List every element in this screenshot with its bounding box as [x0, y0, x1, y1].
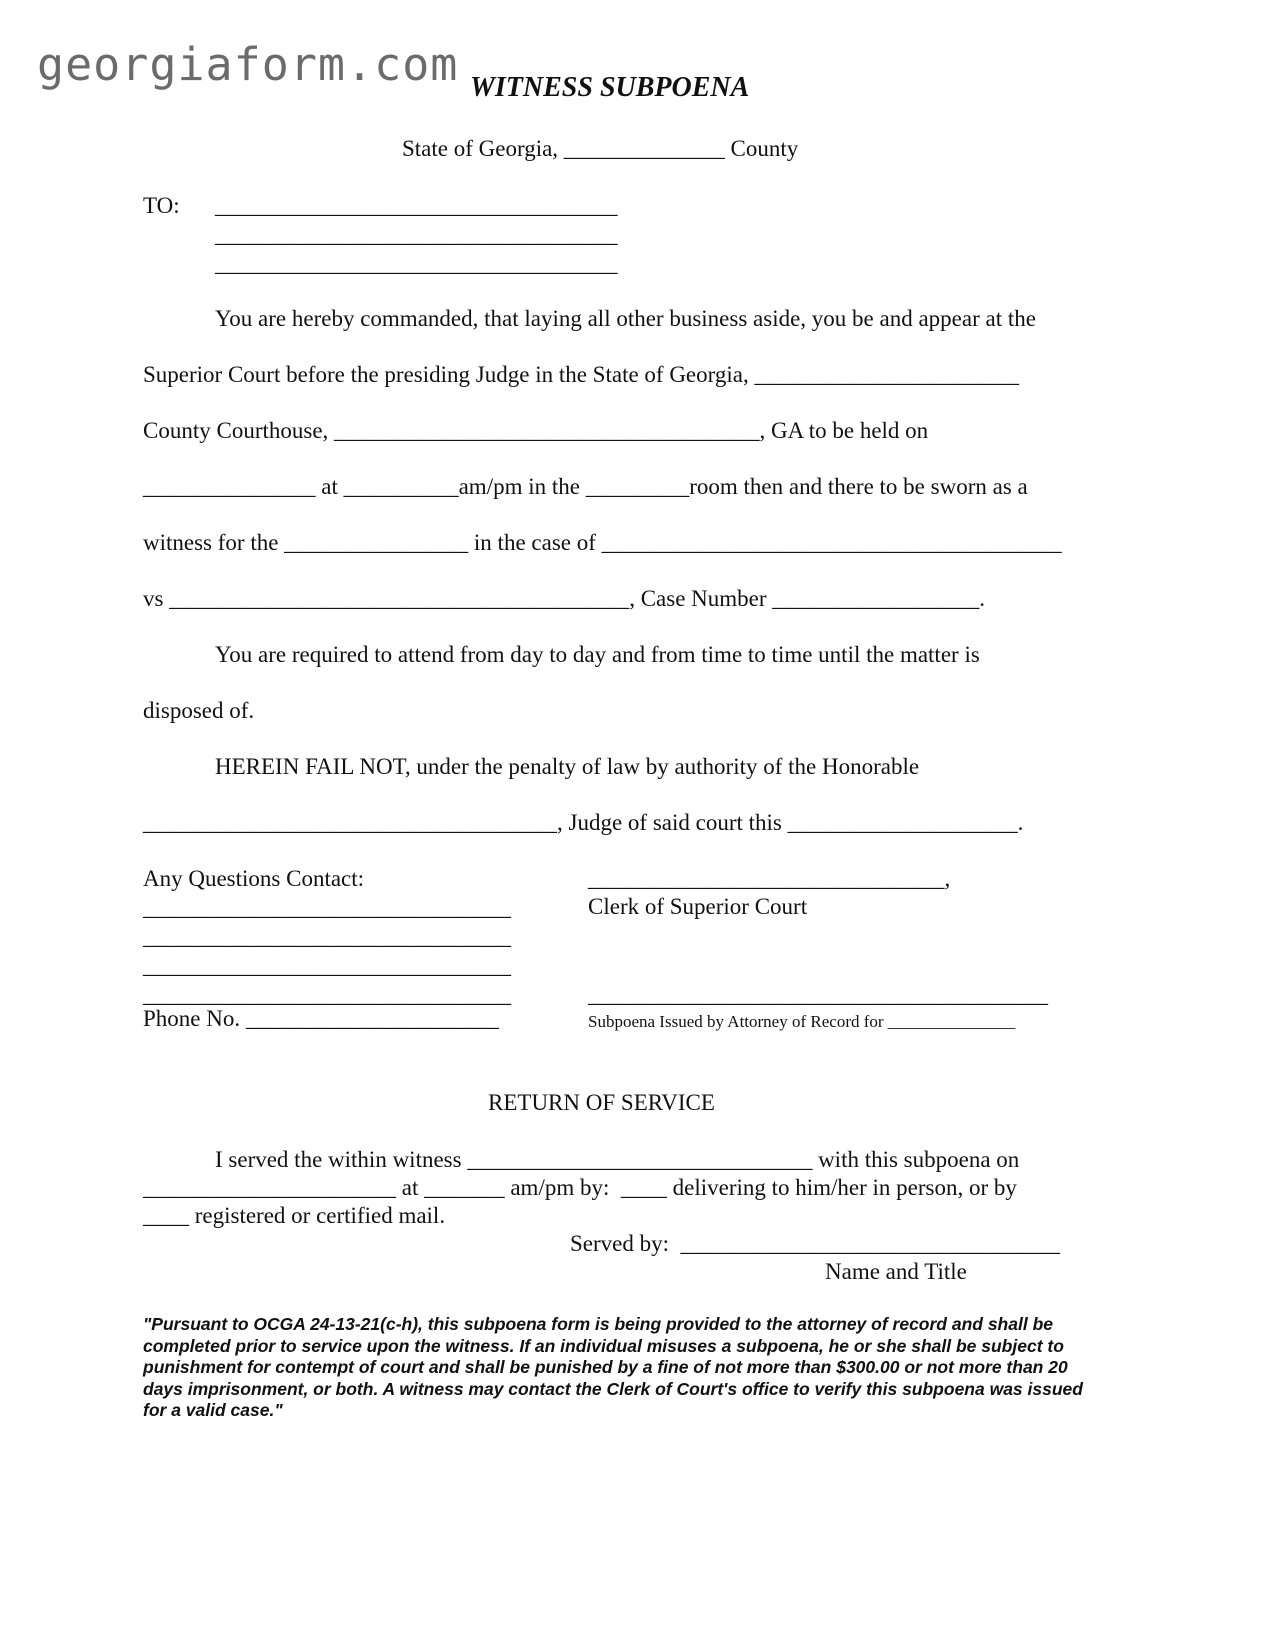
- body-line-1: You are hereby commanded, that laying all other business aside, you be and appear at the: [215, 306, 1036, 331]
- to-line-3: ___________________________________: [215, 251, 618, 276]
- legal-notice: "Pursuant to OCGA 24-13-21(c-h), this subpoena form is being provided to the attorney of record and shall be completed prior to service upon the witness. If an individual misuses a subpoena, he or she shall be subject to punishment for contempt of court and shall be punished by a fine of not more than $300.00 or not more than 20 days imprisonment, or both. A witness may contact the Clerk of Court's office to verify this subpoena was issued for a valid case.": [143, 1314, 1083, 1420]
- phone-line: Phone No. ______________________: [143, 1006, 499, 1031]
- contact-line-2: ________________________________: [143, 924, 511, 949]
- attorney-label: Subpoena Issued by Attorney of Record for _______________: [588, 1012, 1016, 1031]
- served-by-line: Served by: _________________________________: [570, 1231, 1061, 1256]
- contact-line-1: ________________________________: [143, 895, 511, 920]
- return-line-1: I served the within witness ______________________________ with this subpoena on: [215, 1147, 1020, 1172]
- to-line-1: ___________________________________: [215, 193, 618, 218]
- state-county-line: State of Georgia, ______________ County: [402, 136, 799, 161]
- name-and-title-label: Name and Title: [825, 1259, 967, 1284]
- body-line-10: ____________________________________, Judge of said court this ____________________.: [143, 810, 1024, 835]
- body-line-6: vs ________________________________________, Case Number __________________.: [143, 586, 986, 611]
- clerk-signature-line: _______________________________,: [588, 866, 951, 891]
- body-line-3: County Courthouse, _____________________________________, GA to be held on: [143, 418, 929, 443]
- attorney-signature-line: ________________________________________: [588, 982, 1048, 1007]
- body-line-4: _______________ at __________am/pm in the _________room then and there to be sworn as a: [143, 474, 1028, 499]
- to-label: TO:: [143, 193, 180, 218]
- return-of-service-heading: RETURN OF SERVICE: [488, 1090, 715, 1115]
- return-line-3: ____ registered or certified mail.: [143, 1203, 446, 1228]
- body-line-9: HEREIN FAIL NOT, under the penalty of law by authority of the Honorable: [215, 754, 920, 779]
- body-line-2: Superior Court before the presiding Judge in the State of Georgia, _______________________: [143, 362, 1019, 387]
- to-line-2: ___________________________________: [215, 222, 618, 247]
- contact-label: Any Questions Contact:: [143, 866, 365, 891]
- watermark-logo: georgiaform.com: [37, 38, 459, 91]
- contact-line-4: ________________________________: [143, 982, 511, 1007]
- return-line-2: ______________________ at _______ am/pm by: ____ delivering to him/her in person, or by: [143, 1175, 1017, 1200]
- body-line-5: witness for the ________________ in the case of ________________________________________: [143, 530, 1062, 555]
- document-title: WITNESS SUBPOENA: [470, 72, 750, 103]
- clerk-label: Clerk of Superior Court: [588, 894, 808, 919]
- contact-line-3: ________________________________: [143, 953, 511, 978]
- body-line-8: disposed of.: [143, 698, 255, 723]
- body-line-7: You are required to attend from day to day and from time to time until the matter is: [215, 642, 980, 667]
